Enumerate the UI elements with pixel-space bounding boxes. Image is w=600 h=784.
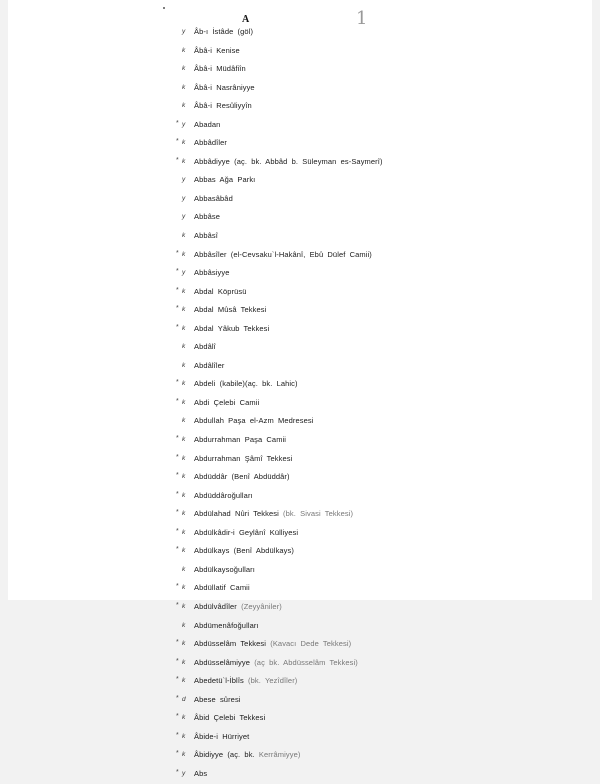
entry-name: Âbide-i Hürriyet: [194, 731, 250, 741]
category-code: k: [182, 584, 186, 592]
entry-name: Abbas Ağa Parkı: [194, 175, 256, 185]
entry-name: Abdal Yâkub Tekkesi: [194, 323, 270, 333]
list-item: [8, 395, 592, 414]
list-item: [8, 747, 592, 766]
list-item: [8, 228, 592, 247]
entry-name: Abdümenâfoğulları: [194, 620, 259, 630]
list-item: [8, 191, 592, 210]
list-item: [8, 61, 592, 80]
page-number: 1: [356, 8, 368, 29]
entry-name: Abdullah Paşa el-Azm Medresesi: [194, 416, 314, 426]
document-page: [8, 0, 592, 778]
category-code: k: [182, 491, 186, 499]
list-item: [8, 247, 592, 266]
category-code: k: [182, 658, 186, 666]
list-item: [8, 413, 592, 432]
category-code: k: [182, 677, 186, 685]
category-code: k: [182, 565, 186, 573]
entry-name: Abdülvâdîler (Zeyyâniler): [194, 601, 282, 611]
star-marker: *: [176, 713, 179, 721]
list-item: [8, 98, 592, 117]
category-code: y: [182, 28, 186, 35]
category-code: k: [182, 65, 186, 73]
category-code: y: [182, 194, 186, 202]
star-marker: *: [176, 119, 179, 127]
category-code: d: [182, 695, 186, 703]
entry-note: (bk. Yezîdîler): [248, 676, 298, 686]
star-marker: *: [176, 509, 179, 517]
entry-name: Âbid Çelebi Tekkesi: [194, 713, 266, 723]
list-item: [8, 766, 592, 784]
star-marker: *: [176, 435, 179, 443]
category-code: k: [182, 139, 186, 147]
category-code: k: [182, 343, 186, 351]
entry-name: Abbâsiyye: [194, 268, 230, 278]
list-item: [8, 321, 592, 340]
star-marker: *: [176, 750, 179, 758]
category-code: k: [182, 417, 186, 425]
category-code: k: [182, 528, 186, 536]
list-item: [8, 543, 592, 562]
category-code: k: [182, 602, 186, 610]
entry-name: Abbâsî: [194, 231, 218, 241]
entry-name: Abdal Mûsâ Tekkesi: [194, 305, 267, 315]
star-marker: *: [176, 397, 179, 405]
entry-name: Abdâlî: [194, 342, 216, 352]
category-code: k: [182, 250, 186, 258]
entry-name: Abedetü`l-İblîs (bk. Yezîdîler): [194, 676, 298, 686]
margin-dot: [163, 7, 165, 9]
star-marker: *: [176, 156, 179, 164]
entry-name: Abbasâbâd: [194, 193, 233, 203]
star-marker: *: [176, 731, 179, 739]
entry-name: Âbâ-i Nasrâniyye: [194, 82, 255, 92]
category-code: y: [182, 213, 186, 221]
star-marker: *: [176, 601, 179, 609]
category-code: k: [182, 621, 186, 629]
entry-name: Abdurrahman Şâmî Tekkesi: [194, 453, 293, 463]
entry-name: Abbâse: [194, 212, 221, 222]
entry-name: Abdâlîler: [194, 360, 225, 370]
list-item: [8, 506, 592, 525]
list-item: [8, 358, 592, 377]
star-marker: *: [176, 379, 179, 387]
star-marker: *: [176, 138, 179, 146]
star-marker: *: [176, 676, 179, 684]
category-code: k: [182, 714, 186, 722]
star-marker: *: [176, 286, 179, 294]
category-code: k: [182, 324, 186, 332]
entry-name: Abdülahad Nûri Tekkesi (bk. Sivasi Tekkesi): [194, 509, 354, 519]
category-code: k: [182, 640, 186, 648]
list-item: [8, 117, 592, 136]
category-code: y: [182, 176, 186, 184]
entry-name: Abbâsîler (el-Cevsaku`l-Hakânî, Ebû Dülef Camii): [194, 249, 372, 259]
list-item: [8, 24, 592, 43]
entry-name: Abdüddâr (Benî Abdüddâr): [194, 472, 290, 482]
category-code: k: [182, 102, 186, 110]
star-marker: *: [176, 694, 179, 702]
star-marker: *: [176, 249, 179, 257]
list-item: [8, 525, 592, 544]
category-code: k: [182, 732, 186, 740]
category-code: k: [182, 510, 186, 518]
category-code: k: [182, 287, 186, 295]
category-code: k: [182, 361, 186, 369]
entry-name: Abdi Çelebi Camii: [194, 397, 260, 407]
list-item: [8, 376, 592, 395]
category-code: k: [182, 46, 186, 54]
star-marker: *: [176, 472, 179, 480]
list-item: [8, 673, 592, 692]
list-item: [8, 135, 592, 154]
entry-note: (Kavacı Dede Tekkesi): [270, 639, 352, 649]
entry-note: (Zeyyâniler): [241, 601, 282, 611]
list-item: [8, 80, 592, 99]
list-item: [8, 209, 592, 228]
category-code: k: [182, 306, 186, 314]
category-code: k: [182, 380, 186, 388]
list-item: [8, 655, 592, 674]
list-item: [8, 265, 592, 284]
star-marker: *: [176, 639, 179, 647]
category-code: y: [182, 769, 186, 777]
entry-name: Abs: [194, 768, 208, 778]
entry-list: [8, 24, 592, 784]
entry-name: Abdülkaysoğulları: [194, 564, 255, 574]
entry-name: Abadan: [194, 119, 221, 129]
list-item: [8, 43, 592, 62]
category-code: k: [182, 157, 186, 165]
list-item: [8, 580, 592, 599]
category-code: k: [182, 232, 186, 240]
entry-name: Abdüsselâmiyye (aç bk. Abdüsselâm Tekkesi): [194, 657, 358, 667]
entry-name: Abese sûresi: [194, 694, 241, 704]
entry-name: Abdurrahman Paşa Camii: [194, 435, 287, 445]
entry-name: Âbidiyye (aç. bk. Kerrâmiyye): [194, 750, 301, 760]
star-marker: *: [176, 268, 179, 276]
entry-name: Abdüllatif Camii: [194, 583, 250, 593]
star-marker: *: [176, 583, 179, 591]
list-item: [8, 692, 592, 711]
entry-name: Âbâ-i Müdâfiîn: [194, 64, 246, 74]
category-code: k: [182, 751, 186, 759]
entry-name: Abdülkays (Benî Abdülkays): [194, 546, 294, 556]
list-item: [8, 599, 592, 618]
list-item: [8, 451, 592, 470]
list-item: [8, 154, 592, 173]
star-marker: *: [176, 527, 179, 535]
entry-note: Kerrâmiyye): [258, 750, 301, 760]
entry-name: Abdüsselâm Tekkesi (Kavacı Dede Tekkesi): [194, 639, 352, 649]
star-marker: *: [176, 453, 179, 461]
list-item: [8, 172, 592, 191]
category-code: k: [182, 547, 186, 555]
list-item: [8, 636, 592, 655]
list-item: [8, 432, 592, 451]
list-item: [8, 710, 592, 729]
entry-name: Âbâ-i Kenise: [194, 45, 240, 55]
star-marker: *: [176, 657, 179, 665]
list-item: [8, 488, 592, 507]
section-letter: A: [242, 14, 250, 25]
entry-name: Abbâdiyye (aç. bk. Abbâd b. Süleyman es-Saymerî): [194, 156, 383, 166]
star-marker: *: [176, 305, 179, 313]
star-marker: *: [176, 323, 179, 331]
entry-name: Abdülkâdir-i Geylânî Külliyesi: [194, 527, 299, 537]
star-marker: *: [176, 546, 179, 554]
list-item: [8, 339, 592, 358]
list-item: [8, 284, 592, 303]
entry-name: Abdüddâroğulları: [194, 490, 253, 500]
entry-name: Abdeli (kabile)(aç. bk. Lahic): [194, 379, 298, 389]
star-marker: *: [176, 768, 179, 776]
category-code: k: [182, 454, 186, 462]
list-item: [8, 729, 592, 748]
category-code: y: [182, 269, 186, 277]
category-code: y: [182, 120, 186, 128]
list-item: [8, 618, 592, 637]
category-code: k: [182, 398, 186, 406]
list-item: [8, 302, 592, 321]
category-code: k: [182, 473, 186, 481]
entry-note: (aç bk. Abdüsselâm Tekkesi): [254, 657, 358, 667]
entry-name: Abbâdîler: [194, 138, 228, 148]
entry-name: Âb-ı İstâde (göl): [194, 27, 254, 36]
list-item: [8, 469, 592, 488]
entry-note: (bk. Sivasi Tekkesi): [283, 509, 354, 519]
list-item: [8, 562, 592, 581]
entry-name: Âbâ-i Resûliyyîn: [194, 101, 252, 111]
category-code: k: [182, 83, 186, 91]
entry-name: Abdal Köprüsü: [194, 286, 247, 296]
star-marker: *: [176, 490, 179, 498]
category-code: k: [182, 436, 186, 444]
